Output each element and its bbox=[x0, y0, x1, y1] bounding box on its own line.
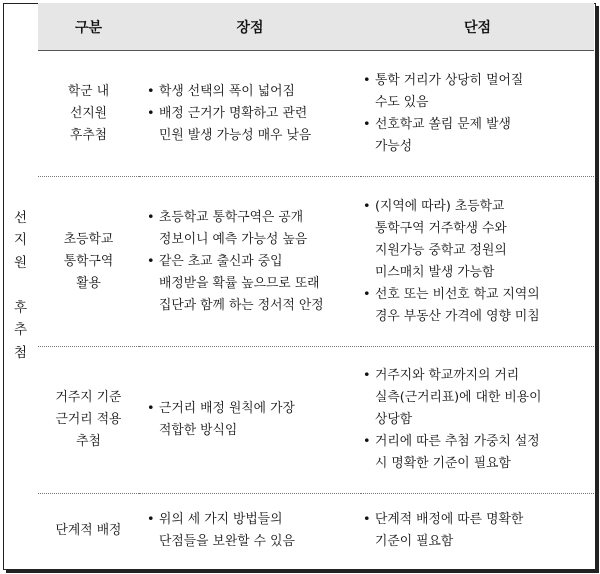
row-label-text: 초등학교 통학구역 활용 bbox=[63, 231, 114, 291]
table-row bbox=[38, 347, 594, 494]
header-cons: 단점 bbox=[361, 3, 594, 51]
cons-cell bbox=[361, 494, 594, 568]
cons-item: • 거리에 따른 추첨 가중치 설정 시 명확한 기준이 필요함 bbox=[363, 431, 590, 475]
cons-item: • 단계적 배정에 따른 명확한 기준이 필요함 bbox=[363, 509, 590, 553]
pros-item: • 학생 선택의 폭이 넓어짐 bbox=[147, 81, 357, 103]
pros-cell bbox=[139, 51, 361, 177]
table-body bbox=[38, 51, 594, 568]
pros-item: • 배정 근거가 명확하고 관련 민원 발생 가능성 매우 낮음 bbox=[147, 103, 357, 147]
pros-list bbox=[139, 207, 361, 317]
table-row bbox=[38, 51, 594, 177]
header-category: 구분 bbox=[38, 3, 139, 51]
cons-item: • 선호 또는 비선호 학교 지역의 경우 부동산 가격에 영향 미침 bbox=[363, 284, 590, 328]
cons-item: • 통학 거리가 상당히 멀어질 수도 있음 bbox=[363, 70, 590, 114]
cons-item: • 선호학교 쏠림 문제 발생 가능성 bbox=[363, 114, 590, 158]
cons-list bbox=[361, 70, 594, 158]
cons-list bbox=[361, 365, 594, 475]
pros-cell bbox=[139, 494, 361, 568]
cons-item: • (지역에 따라) 초등학교 통학구역 거주학생 수와 지원가능 중학교 정원의 미스매치 발생 가능함 bbox=[363, 196, 590, 284]
pros-list bbox=[139, 398, 361, 442]
row-label bbox=[38, 494, 139, 568]
row-label-text: 단계적 배정 bbox=[55, 522, 122, 538]
pros-cell bbox=[139, 177, 361, 347]
cons-list bbox=[361, 196, 594, 328]
side-category-label: 선 지 원 후 추 첨 bbox=[13, 209, 28, 361]
pros-item: • 같은 초교 출신과 중입 배정받을 확률 높으므로 또래 집단과 함께 하는 정서적 안정 bbox=[147, 251, 357, 317]
cons-cell bbox=[361, 51, 594, 177]
pros-list bbox=[139, 509, 361, 553]
side-category-cell bbox=[3, 3, 38, 568]
cons-list bbox=[361, 509, 594, 553]
row-label bbox=[38, 51, 139, 177]
row-label bbox=[38, 177, 139, 347]
row-label-text: 거주지 기준 근거리 적용 추첨 bbox=[55, 390, 122, 449]
row-label bbox=[38, 347, 139, 494]
cons-cell bbox=[361, 177, 594, 347]
table-row bbox=[38, 177, 594, 347]
pros-cell bbox=[139, 347, 361, 494]
pros-item: • 초등학교 통학구역은 공개 정보이니 예측 가능성 높음 bbox=[147, 207, 357, 251]
header-row bbox=[38, 3, 594, 51]
comparison-table bbox=[38, 3, 594, 568]
row-label-text: 학군 내 선지원 후추첨 bbox=[67, 83, 110, 143]
pros-item: • 근거리 배정 원칙에 가장 적합한 방식임 bbox=[147, 398, 357, 442]
cons-item: • 거주지와 학교까지의 거리 실측(근거리표)에 대한 비용이 상당함 bbox=[363, 365, 590, 431]
cons-cell bbox=[361, 347, 594, 494]
header-pros: 장점 bbox=[139, 3, 361, 51]
table-row bbox=[38, 494, 594, 568]
pros-item: • 위의 세 가지 방법들의 단점들을 보완할 수 있음 bbox=[147, 509, 357, 553]
pros-list bbox=[139, 81, 361, 147]
